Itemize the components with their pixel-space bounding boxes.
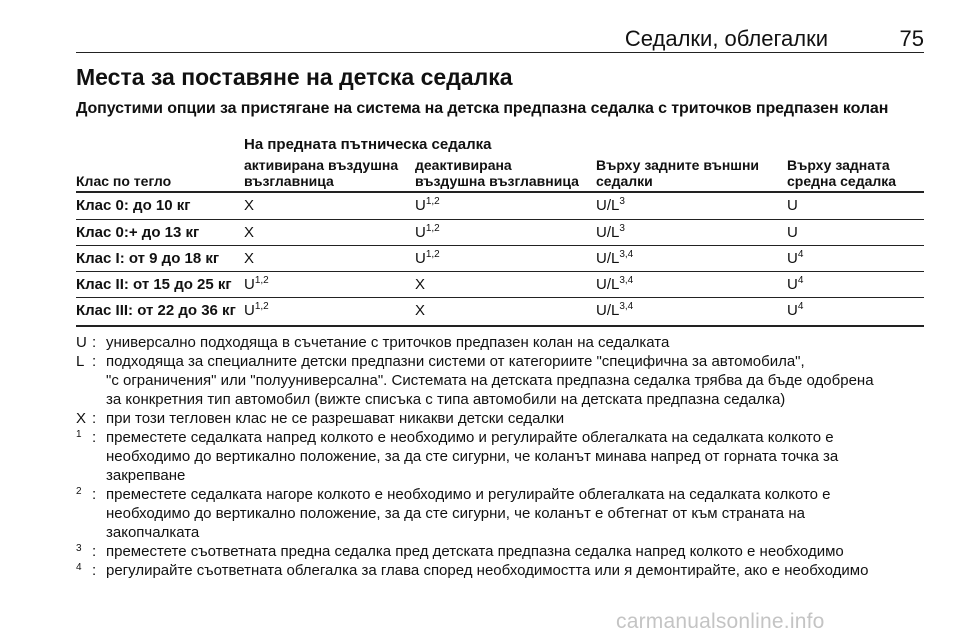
- legend-key: 3: [76, 543, 82, 554]
- legend-item-u: U : универсално подходяща в съчетание с триточков предпазен колан на седалката: [76, 333, 936, 352]
- legend-item-x: X : при този тегловен клас не се разрешават никакви детски седалки: [76, 409, 936, 428]
- table-bottom-rule: [76, 325, 924, 327]
- cell-airbag-off: X: [415, 276, 426, 293]
- header-weight-class: [76, 173, 171, 189]
- legend-item-2: 2 : преместете седалката нагоре колкото е необходимо и регулирайте облегалката на седалката колкото е необходимо до вертикално положение, за да сте сигурни, че коланът е обтегнат от към страната на закопчалката: [76, 485, 936, 542]
- legend-item-l: L : подходяща за специалните детски предпазни системи от категориите "специфична за автомобила", "с ограничения" или "полууниверсална". Системата на детската предпазна седалка трябва да бъде одобрена за конкретния тип автомобил (вижте списъка с типа автомобили на детската предпазна седалка): [76, 352, 936, 409]
- cell-airbag-on: X: [244, 224, 255, 241]
- header-airbag-on: [244, 157, 398, 189]
- legend-key: U: [76, 334, 87, 351]
- cell-rear-middle: $U^4$: [787, 275, 804, 293]
- table-row: [76, 298, 924, 324]
- cell-rear-middle: U: [787, 197, 798, 214]
- legend-text: универсално подходяща в съчетание с триточков предпазен колан на седалката: [106, 334, 670, 351]
- cell-weight-class: Клас 0:+ до 13 кг: [76, 224, 200, 241]
- legend-key: L: [76, 353, 85, 370]
- legend-key: 1: [76, 429, 82, 440]
- cell-airbag-on: X: [244, 197, 255, 214]
- header-title: Седалки, облегалки: [624, 26, 828, 51]
- header-airbag-on-line1: активирана въздушна: [244, 157, 399, 173]
- cell-weight-class: Клас III: от 22 до 36 кг: [76, 302, 236, 319]
- cell-rear-middle: $U^4$: [787, 301, 804, 319]
- legend-key: 4: [76, 562, 82, 573]
- table-subtitle: Допустими опции за пристягане на система на детска предпазна седалка с триточков предпазен колан: [76, 100, 889, 117]
- cell-airbag-on: U$^{1,2}$: [244, 301, 269, 319]
- column-group-label: На предната пътническа седалка: [244, 136, 492, 153]
- header-airbag-on-line2: възглавница: [244, 173, 334, 189]
- cell-rear-outer: $U/L^3$: [596, 196, 625, 214]
- legend-text: подходяща за специалните детски предпазни системи от категориите "специфична за автомобила",: [106, 353, 805, 370]
- legend-text: регулирайте съответната облегалка за глава според необходимостта или я демонтирайте, ако е необходимо: [106, 562, 869, 579]
- page-header: [76, 24, 924, 53]
- header-rear-outer-line2: седалки: [596, 173, 653, 189]
- cell-rear-outer: $U/L^{3,4}$: [596, 301, 634, 319]
- table-row: [76, 220, 924, 246]
- table-row: [76, 272, 924, 298]
- table-row: [76, 193, 924, 219]
- cell-rear-middle: U: [787, 224, 798, 241]
- legend-text: преместете седалката напред колкото е необходимо и регулирайте облегалката на седалката колкото е: [106, 429, 834, 446]
- header-airbag-off-line2: въздушна възглавница: [415, 173, 579, 189]
- legend-text: необходимо до вертикално положение, за да сте сигурни, че коланът е обтегнат от към страната на: [106, 505, 805, 522]
- cell-airbag-off: U$^{1,2}$: [415, 249, 440, 267]
- cell-airbag-off: U$^{1,2}$: [415, 196, 440, 214]
- page-number: 75: [899, 26, 924, 51]
- cell-rear-outer: $U/L^{3,4}$: [596, 249, 634, 267]
- cell-rear-middle: $U^4$: [787, 249, 804, 267]
- header-rear-middle-line2: средна седалка: [787, 173, 897, 189]
- legend-item-3: 3 : преместете съответната предна седалка пред детската предпазна седалка напред колкото е необходимо: [76, 542, 936, 561]
- header-rear-outer: [596, 157, 759, 189]
- cell-weight-class: Клас I: от 9 до 18 кг: [76, 250, 220, 267]
- legend-key: X: [76, 410, 87, 427]
- legend-text: за конкретния тип автомобил (вижте списъка с типа автомобили на детската предпазна седалка): [106, 391, 786, 408]
- legend-text: преместете съответната предна седалка пред детската предпазна седалка напред колкото е необходимо: [106, 543, 844, 560]
- legend: [76, 333, 936, 580]
- legend-text: необходимо до вертикално положение, за да сте сигурни, че коланът минава напред от горната точка за: [106, 448, 839, 465]
- header-rear-outer-line1: Върху задните външни: [596, 157, 760, 173]
- legend-item-1: 1 : преместете седалката напред колкото е необходимо и регулирайте облегалката на седалката колкото е необходимо до вертикално положение, за да сте сигурни, че коланът минава напред от горната точка за закрепване: [76, 428, 936, 485]
- cell-weight-class: Клас II: от 15 до 25 кг: [76, 276, 232, 293]
- cell-airbag-on: X: [244, 250, 255, 267]
- cell-rear-outer: $U/L^{3,4}$: [596, 275, 634, 293]
- header-airbag-off: [415, 157, 579, 189]
- cell-airbag-off: U$^{1,2}$: [415, 223, 440, 241]
- header-rear-middle-line1: Върху задната: [787, 157, 890, 173]
- legend-key: 2: [76, 486, 82, 497]
- header-weight-class-text: Клас по тегло: [76, 173, 172, 189]
- cell-airbag-off: X: [415, 302, 426, 319]
- legend-text: преместете седалката нагоре колкото е необходимо и регулирайте облегалката на седалката колкото е: [106, 486, 831, 503]
- header-airbag-off-line1: деактивирана: [415, 157, 512, 173]
- table-row: [76, 246, 924, 272]
- legend-text: закопчалката: [106, 524, 200, 541]
- cell-weight-class: Клас 0: до 10 кг: [76, 197, 191, 214]
- legend-item-4: 4 : регулирайте съответната облегалка за глава според необходимостта или я демонтирайте, ако е необходимо: [76, 561, 936, 580]
- section-title: Места за поставяне на детска седалка: [76, 64, 513, 90]
- cell-rear-outer: $U/L^3$: [596, 223, 625, 241]
- header-rear-middle: [787, 157, 896, 189]
- watermark: carmanualsonline.info: [616, 610, 825, 633]
- legend-text: закрепване: [106, 467, 186, 484]
- legend-text: "с ограничения" или "полууниверсална". Системата на детската предпазна седалка трябва да бъде одобрена: [106, 372, 874, 389]
- legend-text: при този тегловен клас не се разрешават никакви детски седалки: [106, 410, 565, 427]
- cell-airbag-on: U$^{1,2}$: [244, 275, 269, 293]
